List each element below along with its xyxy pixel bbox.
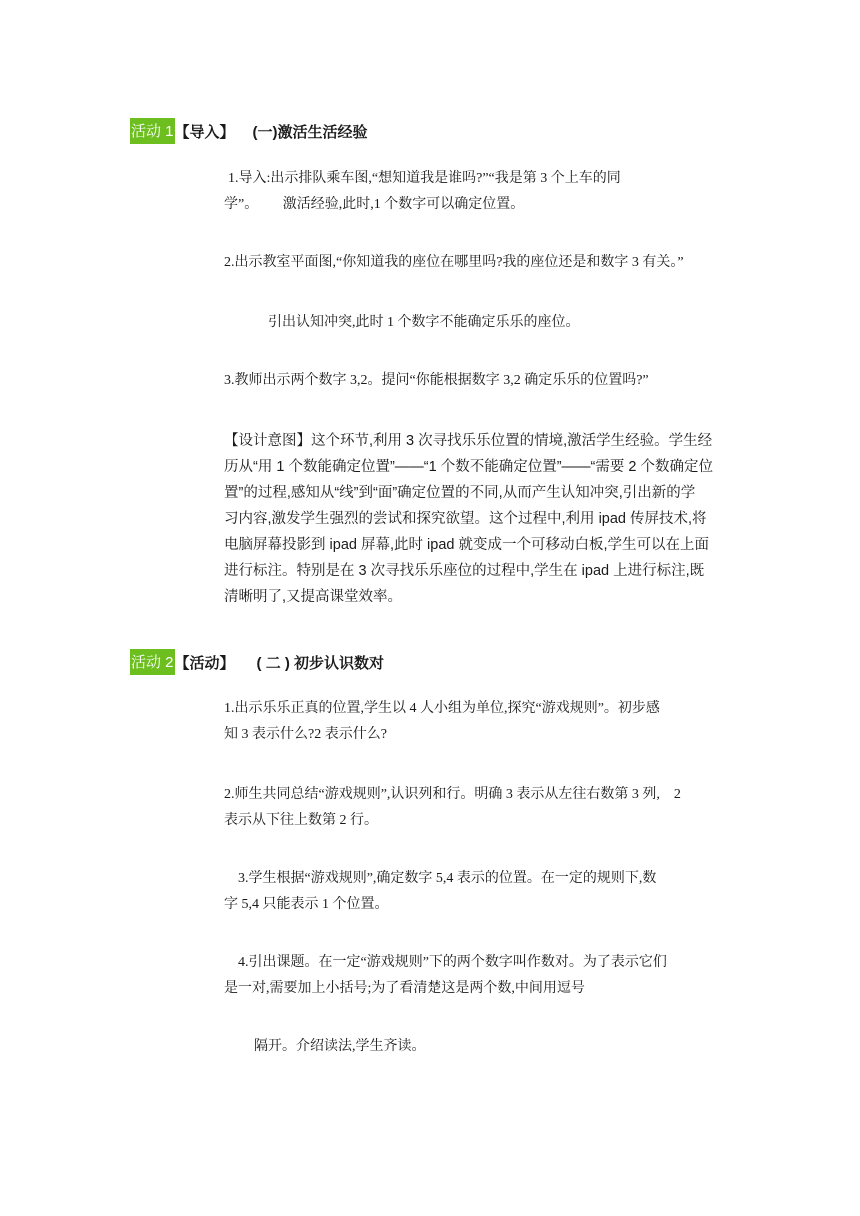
section2-label: 【活动】 bbox=[174, 654, 235, 672]
design-intent-line1: 【设计意图】这个环节,利用 3 次寻找乐乐位置的情境,激活学生经验。学生经 bbox=[224, 433, 713, 449]
section2-item3-line2: 字 5,4 只能表示 1 个位置。 bbox=[224, 897, 389, 912]
section1-tag: 活动 1 bbox=[130, 118, 175, 144]
section2-item1-line2: 知 3 表示什么?2 表示什么? bbox=[224, 727, 387, 742]
section1-heading bbox=[130, 118, 368, 144]
section1-item3: 引出认知冲突,此时 1 个数字不能确定乐乐的座位。 bbox=[268, 315, 580, 330]
design-intent-line7: 清晰明了,又提高课堂效率。 bbox=[224, 589, 403, 605]
section1-item4: 3.教师出示两个数字 3,2。提问“你能根据数字 3,2 确定乐乐的位置吗?” bbox=[224, 373, 649, 388]
section2-item4-line2: 是一对,需要加上小括号;为了看清楚这是两个数,中间用逗号 bbox=[224, 981, 585, 996]
section1-item2: 2.出示教室平面图,“你知道我的座位在哪里吗?我的座位还是和数字 3 有关。” bbox=[224, 255, 684, 270]
design-intent-line3: 置”的过程,感知从“线”到“面”确定位置的不同,从而产生认知冲突,引出新的学 bbox=[224, 485, 696, 501]
section2-heading bbox=[130, 649, 384, 675]
section2-item3-line1: 3.学生根据“游戏规则”,确定数字 5,4 表示的位置。在一定的规则下,数 bbox=[238, 871, 657, 886]
section1-title: (一)激活生活经验 bbox=[252, 123, 368, 141]
section1-item1-line1: 1.导入:出示排队乘车图,“想知道我是谁吗?”“我是第 3 个上车的同 bbox=[228, 171, 621, 186]
section2-title: ( 二 ) 初步认识数对 bbox=[256, 654, 385, 672]
design-intent-line4: 习内容,激发学生强烈的尝试和探究欲望。这个过程中,利用 ipad 传屏技术,将 bbox=[224, 511, 707, 527]
section1-item1-line2: 学”。 激活经验,此时,1 个数字可以确定位置。 bbox=[224, 197, 525, 212]
section2-item4-line3: 隔开。介绍读法,学生齐读。 bbox=[254, 1039, 426, 1054]
design-intent-line2: 历从“用 1 个数能确定位置”——“1 个数不能确定位置”——“需要 2 个数确定位 bbox=[224, 459, 713, 475]
design-intent-line5: 电脑屏幕投影到 ipad 屏幕,此时 ipad 就变成一个可移动白板,学生可以在上面 bbox=[224, 537, 709, 553]
section1-label: 【导入】 bbox=[174, 123, 235, 141]
design-intent-line6: 进行标注。特别是在 3 次寻找乐乐座位的过程中,学生在 ipad 上进行标注,既 bbox=[224, 563, 705, 579]
section2-item2-line2: 表示从下往上数第 2 行。 bbox=[224, 813, 378, 828]
section2-item2-line1: 2.师生共同总结“游戏规则”,认识列和行。明确 3 表示从左往右数第 3 列, 2 bbox=[224, 787, 681, 802]
section2-item4-line1: 4.引出课题。在一定“游戏规则”下的两个数字叫作数对。为了表示它们 bbox=[238, 955, 667, 970]
section2-tag: 活动 2 bbox=[130, 649, 175, 675]
section2-item1-line1: 1.出示乐乐正真的位置,学生以 4 人小组为单位,探究“游戏规则”。初步感 bbox=[224, 701, 660, 716]
